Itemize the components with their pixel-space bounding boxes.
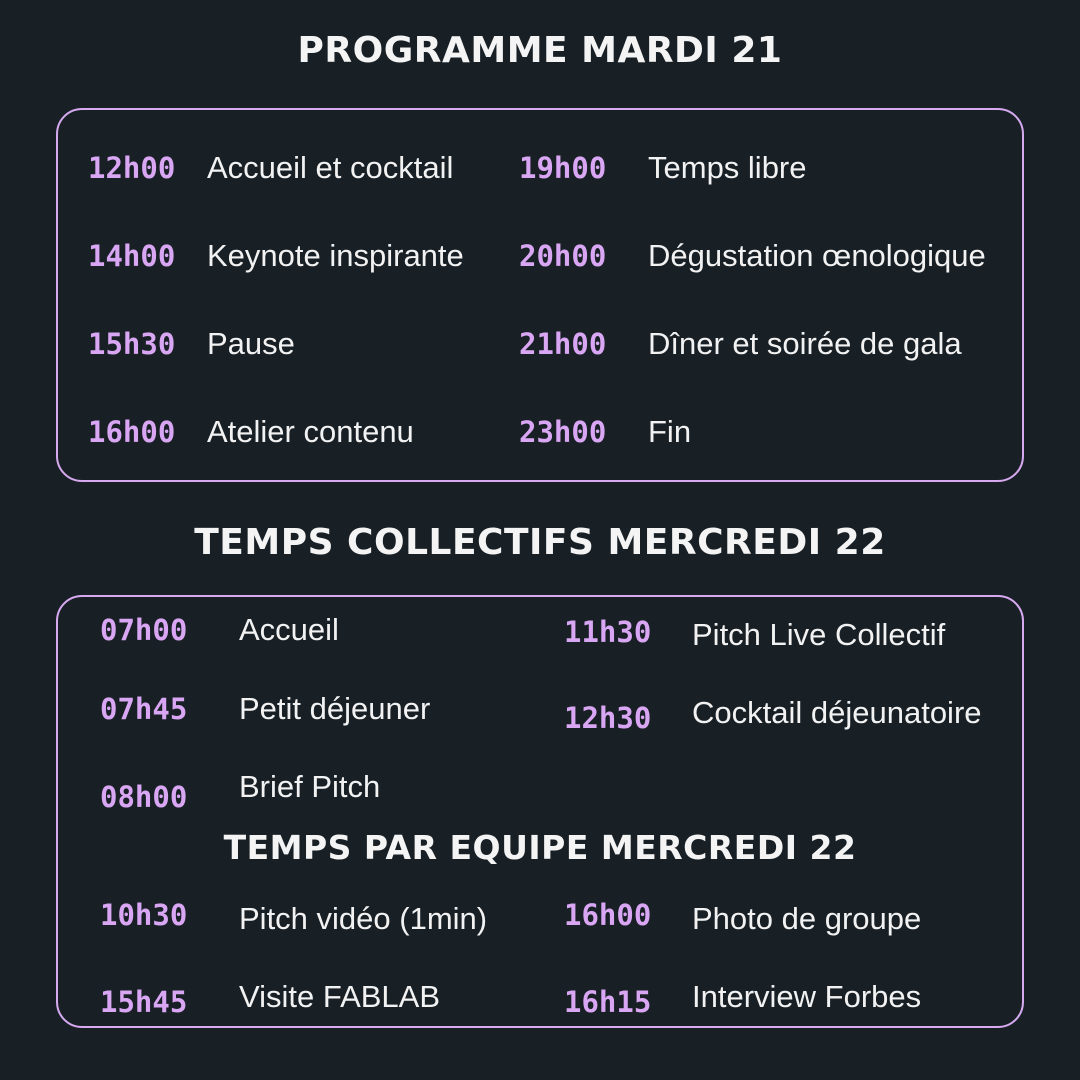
schedule-time: 16h00 — [564, 898, 652, 932]
schedule-time: 07h00 — [100, 613, 188, 647]
schedule-label: Atelier contenu — [207, 414, 414, 449]
schedule-label: Cocktail déjeunatoire — [692, 695, 982, 730]
mercredi-box — [56, 595, 1024, 1028]
title-temps-par-equipe: TEMPS PAR EQUIPE MERCREDI 22 — [223, 828, 857, 867]
schedule-time: 19h00 — [519, 151, 607, 185]
schedule-label: Visite FABLAB — [239, 979, 441, 1014]
schedule-time: 15h45 — [100, 985, 188, 1019]
schedule-label: Keynote inspirante — [207, 238, 464, 273]
schedule-label: Accueil et cocktail — [207, 150, 454, 185]
title-programme-mardi: PROGRAMME MARDI 21 — [297, 30, 783, 71]
schedule-time: 21h00 — [519, 327, 607, 361]
schedule-label: Interview Forbes — [692, 979, 922, 1014]
schedule-time: 12h30 — [564, 701, 652, 735]
schedule-label: Accueil — [239, 612, 339, 647]
schedule-time: 10h30 — [100, 898, 188, 932]
schedule-time: 12h00 — [88, 151, 176, 185]
schedule-label: Petit déjeuner — [239, 691, 431, 726]
schedule-label: Pitch Live Collectif — [692, 617, 946, 652]
schedule-label: Brief Pitch — [239, 769, 381, 804]
schedule-label: Fin — [648, 414, 692, 449]
schedule-time: 23h00 — [519, 415, 607, 449]
schedule-label: Temps libre — [648, 150, 807, 185]
schedule-time: 11h30 — [564, 615, 652, 649]
schedule-label: Dîner et soirée de gala — [648, 326, 962, 361]
schedule-time: 16h15 — [564, 985, 652, 1019]
schedule-time: 14h00 — [88, 239, 176, 273]
schedule-time: 07h45 — [100, 692, 188, 726]
schedule-time: 08h00 — [100, 780, 188, 814]
schedule-time: 15h30 — [88, 327, 176, 361]
schedule-label: Photo de groupe — [692, 901, 922, 936]
schedule-label: Dégustation œnologique — [648, 238, 986, 273]
title-temps-collectifs: TEMPS COLLECTIFS MERCREDI 22 — [194, 522, 886, 563]
schedule-time: 16h00 — [88, 415, 176, 449]
schedule-label: Pitch vidéo (1min) — [239, 901, 488, 936]
programme-mardi-box — [56, 108, 1024, 482]
schedule-time: 20h00 — [519, 239, 607, 273]
schedule-label: Pause — [207, 326, 295, 361]
